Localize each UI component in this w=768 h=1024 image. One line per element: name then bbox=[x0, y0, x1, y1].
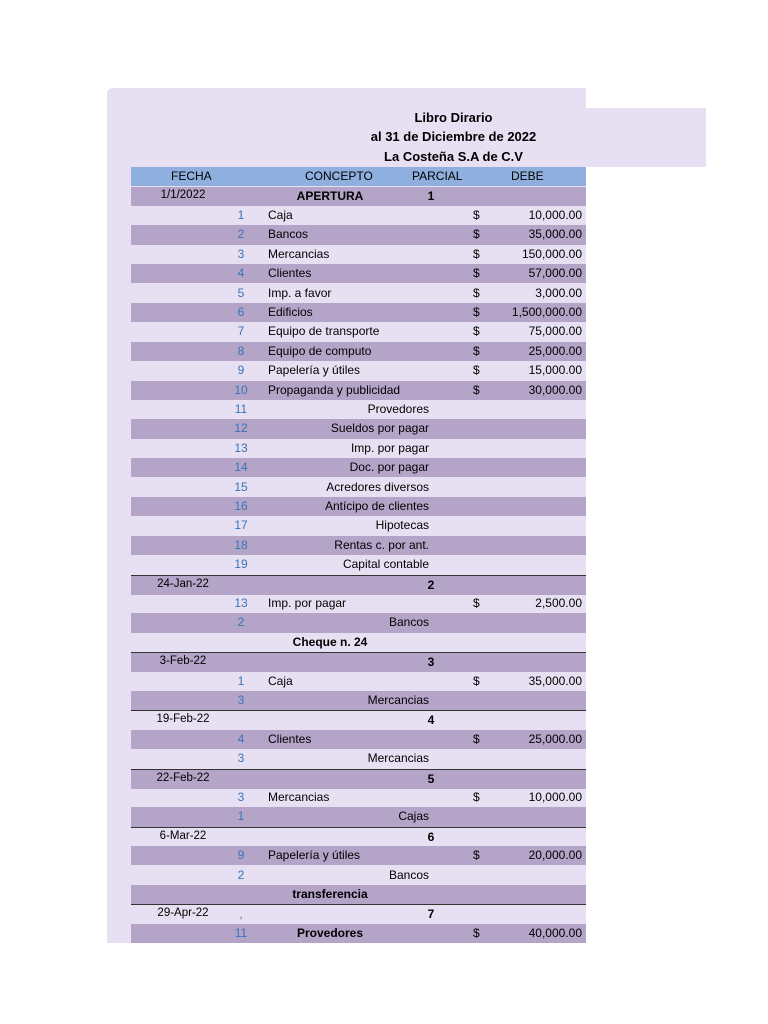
entry-number: 4 bbox=[427, 713, 435, 728]
table-row bbox=[131, 885, 586, 904]
debit-account: Bancos bbox=[268, 227, 309, 242]
table-row bbox=[131, 827, 586, 847]
table-row bbox=[131, 769, 586, 789]
account-number: 16 bbox=[234, 498, 248, 513]
debit-amount: 57,000.00 bbox=[528, 266, 582, 281]
debit-amount: 35,000.00 bbox=[528, 673, 582, 688]
account-number: 11 bbox=[234, 925, 248, 940]
table-row bbox=[131, 749, 586, 768]
currency-symbol: $ bbox=[473, 731, 480, 746]
document-title: Libro Dirario bbox=[414, 110, 493, 125]
table-row bbox=[131, 846, 586, 865]
debit-amount: 2,500.00 bbox=[535, 595, 582, 610]
table-row bbox=[131, 361, 586, 380]
debit-amount: 10,000.00 bbox=[528, 207, 582, 222]
account-number: 12 bbox=[234, 421, 248, 436]
debit-amount: 150,000.00 bbox=[521, 246, 582, 261]
entry-number: 5 bbox=[427, 771, 435, 786]
debit-account: Papelería y útiles bbox=[268, 848, 361, 863]
credit-account: Hipotecas bbox=[375, 518, 429, 533]
account-number: 2 bbox=[237, 227, 245, 242]
account-number: 9 bbox=[237, 363, 245, 378]
sheet-top-tab bbox=[107, 88, 586, 108]
credit-account: Mercancias bbox=[367, 692, 429, 707]
entry-date: 24-Jan-22 bbox=[157, 577, 209, 590]
table-row bbox=[131, 691, 586, 710]
column-header-fecha: FECHA bbox=[171, 169, 212, 183]
currency-symbol: $ bbox=[473, 324, 480, 339]
debit-account: Equipo de transporte bbox=[268, 324, 380, 339]
currency-symbol: $ bbox=[473, 246, 480, 261]
table-row bbox=[131, 730, 586, 749]
currency-symbol: $ bbox=[473, 673, 480, 688]
table-row bbox=[131, 264, 586, 283]
account-number: 10 bbox=[234, 382, 248, 397]
currency-symbol: $ bbox=[473, 266, 480, 281]
table-row bbox=[131, 710, 586, 730]
entry-number: 1 bbox=[427, 188, 435, 203]
table-row bbox=[131, 497, 586, 516]
table-row bbox=[131, 516, 586, 535]
account-number: 3 bbox=[237, 789, 245, 804]
credit-account: Bancos bbox=[388, 615, 429, 630]
account-number: 3 bbox=[237, 246, 245, 261]
currency-symbol: $ bbox=[473, 789, 480, 804]
debit-account: Edificios bbox=[268, 304, 313, 319]
table-row bbox=[131, 400, 586, 419]
account-number: 5 bbox=[237, 285, 245, 300]
account-number: 3 bbox=[237, 751, 245, 766]
debit-amount: 30,000.00 bbox=[528, 382, 582, 397]
document-header bbox=[107, 108, 706, 167]
debit-amount: 35,000.00 bbox=[528, 227, 582, 242]
account-number: 9 bbox=[237, 848, 245, 863]
entry-concept: APERTURA bbox=[296, 188, 364, 203]
account-number: 1 bbox=[237, 207, 245, 222]
table-row bbox=[131, 322, 586, 341]
entry-concept: Cheque n. 24 bbox=[292, 634, 368, 649]
entry-concept: transferencia bbox=[292, 886, 368, 901]
credit-account: Capital contable bbox=[342, 557, 429, 572]
account-number: 8 bbox=[237, 343, 245, 358]
debit-account: Imp. por pagar bbox=[268, 595, 347, 610]
entry-number: 3 bbox=[427, 655, 435, 670]
entry-number: 2 bbox=[427, 577, 435, 592]
account-number: 4 bbox=[237, 266, 245, 281]
table-row bbox=[131, 924, 586, 943]
table-row bbox=[131, 672, 586, 691]
currency-symbol: $ bbox=[473, 343, 480, 358]
table-row bbox=[131, 206, 586, 225]
table-row bbox=[131, 652, 586, 672]
table-row bbox=[131, 555, 586, 574]
table-row bbox=[131, 245, 586, 264]
table-row bbox=[131, 342, 586, 361]
account-number: 1 bbox=[237, 673, 245, 688]
currency-symbol: $ bbox=[473, 363, 480, 378]
debit-amount: 40,000.00 bbox=[528, 925, 582, 940]
table-row bbox=[131, 478, 586, 497]
column-header-parcial: PARCIAL bbox=[412, 169, 463, 183]
table-row bbox=[131, 303, 586, 322]
table-row bbox=[131, 381, 586, 400]
account-number: 11 bbox=[234, 401, 248, 416]
entry-number: 6 bbox=[427, 829, 435, 844]
currency-symbol: $ bbox=[473, 304, 480, 319]
credit-account: Acredores diversos bbox=[326, 479, 429, 494]
debit-amount: 25,000.00 bbox=[528, 343, 582, 358]
table-row bbox=[131, 536, 586, 555]
account-number: 15 bbox=[234, 479, 248, 494]
credit-account: Cajas bbox=[398, 809, 429, 824]
company-name: La Costeña S.A de C.V bbox=[384, 149, 523, 164]
account-number: 2 bbox=[237, 867, 245, 882]
table-row bbox=[131, 807, 586, 826]
table-row bbox=[131, 613, 586, 632]
entry-date: 19-Feb-22 bbox=[156, 713, 210, 726]
debit-account: Clientes bbox=[268, 266, 312, 281]
debit-amount: 20,000.00 bbox=[528, 848, 582, 863]
entry-date: 29-Apr-22 bbox=[157, 907, 209, 920]
currency-symbol: $ bbox=[473, 227, 480, 242]
credit-account: Antícipo de clientes bbox=[324, 498, 429, 513]
account-number: 7 bbox=[237, 324, 245, 339]
credit-account: Imp. por pagar bbox=[350, 440, 429, 455]
credit-account: Doc. por pagar bbox=[349, 460, 429, 475]
debit-amount: 75,000.00 bbox=[528, 324, 582, 339]
credit-account: Rentas c. por ant. bbox=[334, 537, 429, 552]
debit-amount: 25,000.00 bbox=[528, 731, 582, 746]
account-number: 3 bbox=[237, 692, 245, 707]
debit-account: Clientes bbox=[268, 731, 312, 746]
entry-date: 1/1/2022 bbox=[160, 188, 206, 201]
table-row bbox=[131, 439, 586, 458]
debit-amount: 3,000.00 bbox=[535, 285, 582, 300]
debit-account: Mercancias bbox=[268, 789, 330, 804]
debit-account: Imp. a favor bbox=[268, 285, 332, 300]
currency-symbol: $ bbox=[473, 595, 480, 610]
entry-number: 7 bbox=[427, 907, 435, 922]
table-row bbox=[131, 633, 586, 652]
debit-account: Mercancias bbox=[268, 246, 330, 261]
credit-account: Sueldos por pagar bbox=[330, 421, 429, 436]
entry-date: 22-Feb-22 bbox=[156, 771, 210, 784]
account-number: 6 bbox=[237, 304, 245, 319]
column-header-row bbox=[131, 167, 586, 186]
journal-table bbox=[107, 167, 586, 943]
table-row bbox=[131, 788, 586, 807]
debit-account: Papelería y útiles bbox=[268, 363, 361, 378]
table-row bbox=[131, 187, 586, 206]
debit-account: Propaganda y publicidad bbox=[268, 382, 401, 397]
table-row bbox=[131, 904, 586, 924]
entry-date: 6-Mar-22 bbox=[159, 829, 207, 842]
account-number: 17 bbox=[234, 518, 248, 533]
table-row bbox=[131, 284, 586, 303]
currency-symbol: $ bbox=[473, 848, 480, 863]
entry-concept: Provedores bbox=[296, 925, 364, 940]
credit-account: Mercancias bbox=[367, 751, 429, 766]
account-number: , bbox=[239, 907, 243, 922]
debit-amount: 10,000.00 bbox=[528, 789, 582, 804]
debit-amount: 15,000.00 bbox=[528, 363, 582, 378]
table-row bbox=[131, 458, 586, 477]
debit-account: Caja bbox=[268, 207, 293, 222]
document-subtitle: al 31 de Diciembre de 2022 bbox=[370, 129, 537, 144]
currency-symbol: $ bbox=[473, 382, 480, 397]
table-row bbox=[131, 575, 586, 595]
account-number: 14 bbox=[234, 460, 248, 475]
credit-account: Provedores bbox=[367, 401, 429, 416]
account-number: 18 bbox=[234, 537, 248, 552]
currency-symbol: $ bbox=[473, 207, 480, 222]
table-row bbox=[131, 419, 586, 438]
account-number: 1 bbox=[237, 809, 245, 824]
account-number: 2 bbox=[237, 615, 245, 630]
column-header-debe: DEBE bbox=[511, 169, 544, 183]
account-number: 19 bbox=[234, 557, 248, 572]
credit-account: Bancos bbox=[388, 867, 429, 882]
debit-account: Equipo de computo bbox=[268, 343, 372, 358]
table-row bbox=[131, 866, 586, 885]
table-row bbox=[131, 225, 586, 244]
account-number: 13 bbox=[234, 595, 248, 610]
currency-symbol: $ bbox=[473, 285, 480, 300]
column-header-concepto: CONCEPTO bbox=[305, 169, 373, 183]
debit-amount: 1,500,000.00 bbox=[511, 304, 582, 319]
account-number: 13 bbox=[234, 440, 248, 455]
account-number: 4 bbox=[237, 731, 245, 746]
currency-symbol: $ bbox=[473, 925, 480, 940]
entry-date: 3-Feb-22 bbox=[159, 655, 207, 668]
table-row bbox=[131, 594, 586, 613]
debit-account: Caja bbox=[268, 673, 293, 688]
